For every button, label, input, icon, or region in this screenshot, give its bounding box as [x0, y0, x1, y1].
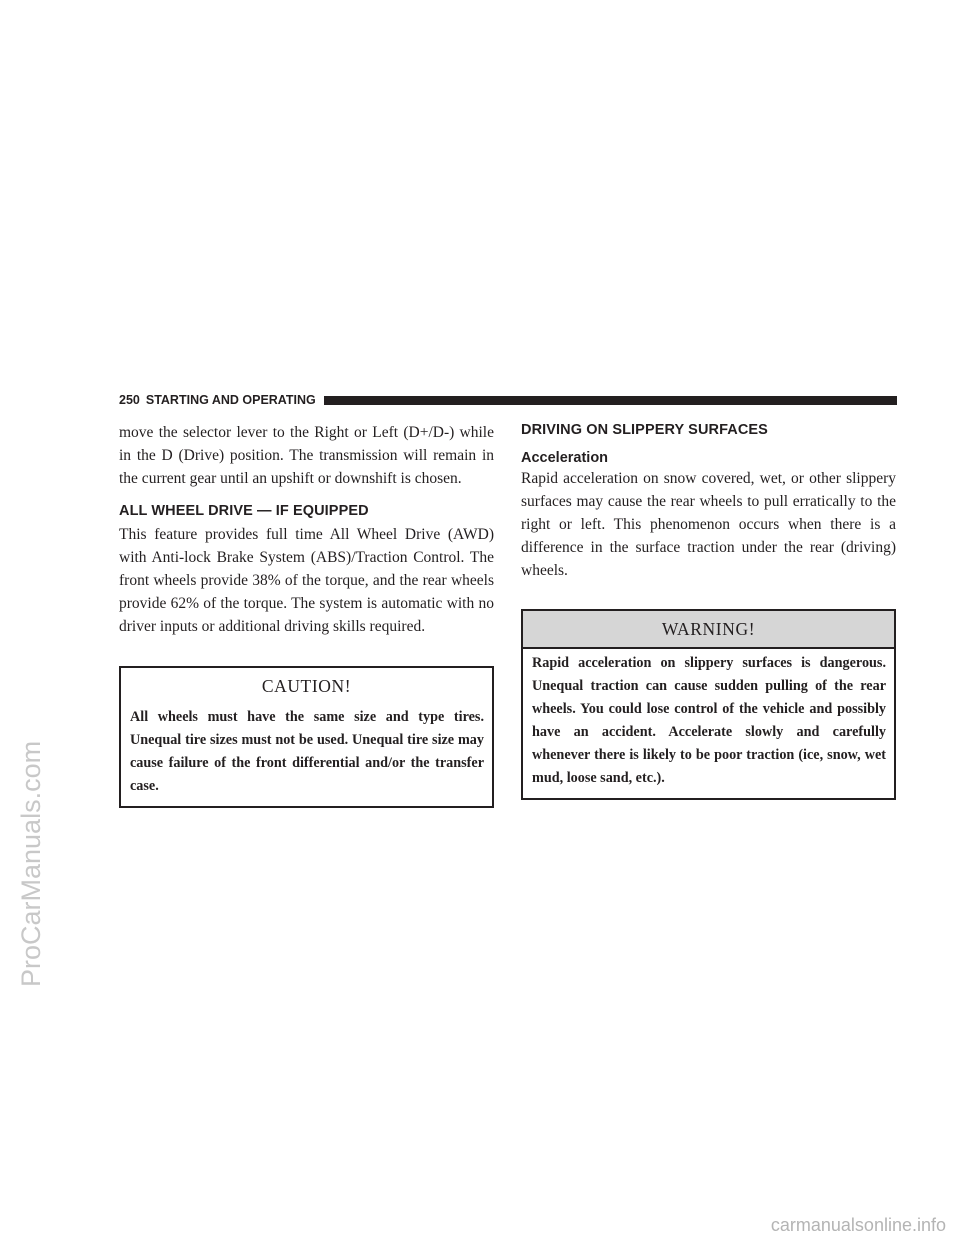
header-rule	[324, 396, 897, 405]
section-title: STARTING AND OPERATING	[145, 393, 316, 407]
slippery-heading: DRIVING ON SLIPPERY SURFACES	[521, 422, 768, 438]
page-header	[119, 391, 897, 409]
warning-title: WARNING!	[523, 611, 894, 649]
caution-title: CAUTION!	[261, 676, 352, 696]
warning-text: Rapid acceleration on slippery surfaces is dangerous. Unequal traction can cause sudden pulling of the rear wheels. You could lose control of the vehicle and possibly have an accident. Accelerate slowly and carefully whenever there is likely to be poor traction (ice, snow, wet mud, loose sand, etc.).	[532, 655, 886, 786]
footer-watermark: carmanualsonline.info	[770, 1215, 946, 1235]
side-watermark: ProCarManuals.com	[16, 740, 46, 987]
right-column	[521, 421, 896, 800]
caution-box	[119, 666, 494, 808]
left-column	[119, 421, 494, 808]
acceleration-subheading: Acceleration	[521, 450, 609, 466]
awd-paragraph: This feature provides full time All Wheel Drive (AWD) with Anti-lock Brake System (ABS)/Traction Control. The front wheels provide 38% of the torque, and the rear wheels provide 62% of the torque. The system is automatic with no driver inputs or additional driving skills required.	[119, 526, 494, 635]
warning-box	[521, 609, 896, 800]
page-number: 250	[119, 393, 140, 407]
acceleration-paragraph: Rapid acceleration on snow covered, wet, or other slippery surfaces may cause the rear wheels to pull erratically to the right or left. This phenomenon occurs when there is a difference in the surface traction under the rear (driving) wheels.	[521, 470, 896, 579]
caution-text: All wheels must have the same size and type tires. Unequal tire sizes must not be used. Unequal tire size may cause failure of the front differential and/or the transfer case.	[130, 709, 484, 794]
awd-heading: ALL WHEEL DRIVE — IF EQUIPPED	[119, 503, 369, 519]
intro-paragraph: move the selector lever to the Right or Left (D+/D-) while in the D (Drive) position. The transmission will remain in the current gear until an upshift or downshift is chosen.	[119, 424, 494, 487]
